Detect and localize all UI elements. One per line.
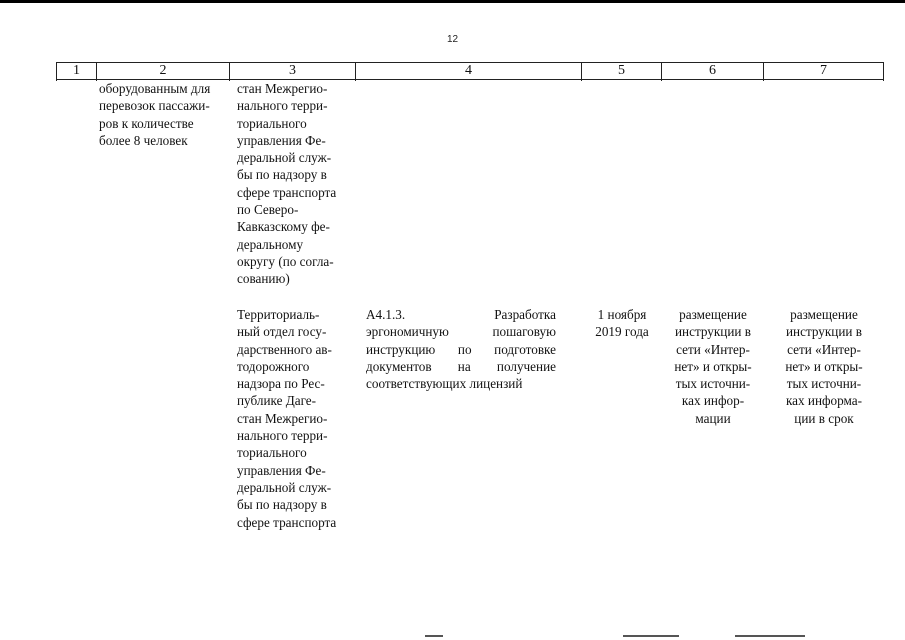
column-header-3: 3 bbox=[289, 63, 296, 78]
row2-col5-text: 1 ноября 2019 года bbox=[595, 307, 649, 340]
column-header-6: 6 bbox=[709, 63, 716, 78]
scan-mark bbox=[623, 635, 679, 637]
scan-mark bbox=[425, 635, 443, 637]
row2-col7-text: размещение инструкции в сети «Интер- нет» и откры- тых источни- ках информа- ции в срок bbox=[785, 307, 863, 426]
row1-col3-text: стан Межрегио- нального терри- ториального управления Фе- деральной служ- бы по надзору в сфере транспорта по Северо- Кавказскому фе- деральному округу (по согла- сованию) bbox=[237, 81, 337, 287]
row2-col3-text: Территориаль- ный отдел госу- дарственного ав- тодорожного надзора по Рес- публике Даге- стан Межрегио- нального терри- ториального управления Фе- деральной служ- бы по надзору в сфере транспорта bbox=[237, 307, 337, 530]
row1-col2-text: оборудованным для перевозок пассажи- ров к количестве более 8 человек bbox=[99, 81, 211, 148]
column-header-2: 2 bbox=[159, 63, 167, 78]
column-border bbox=[883, 63, 884, 81]
row2-col4-text: А4.1.3. Разработка эргономичную пошаговую инструкцию по подготовке документов на получение соответствующих лицензий bbox=[366, 307, 556, 392]
column-header-4: 4 bbox=[465, 63, 472, 78]
row2-col6-text: размещение инструкции в сети «Интер- нет» и откры- тых источни- ках инфор- мации bbox=[674, 307, 752, 426]
page-number: 12 bbox=[446, 34, 459, 45]
top-border bbox=[0, 0, 905, 3]
column-header-1: 1 bbox=[73, 63, 80, 78]
scan-mark bbox=[735, 635, 805, 637]
column-header-5: 5 bbox=[618, 63, 625, 78]
column-header-7: 7 bbox=[820, 63, 827, 78]
